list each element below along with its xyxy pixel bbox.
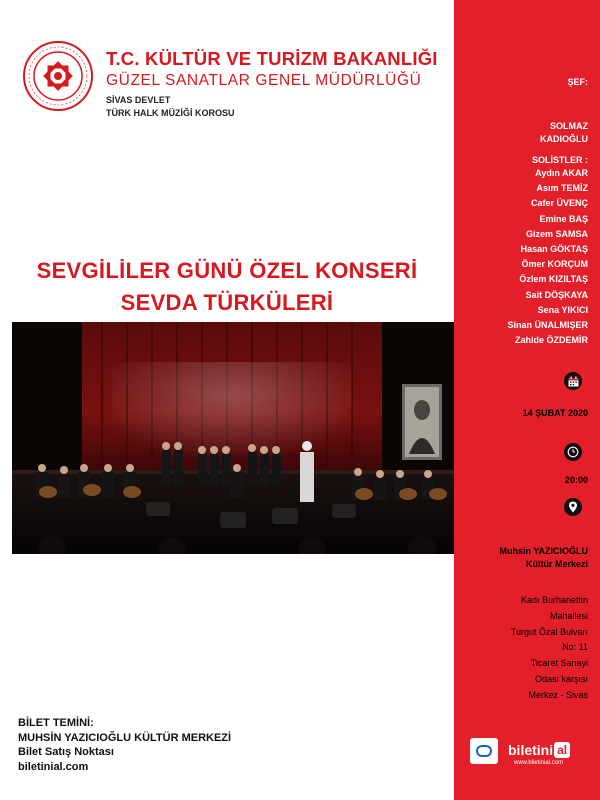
concert-subtitle: SEVDA TÜRKÜLERİ bbox=[120, 290, 334, 315]
sponsor-url[interactable]: www.biletinial.com bbox=[514, 760, 564, 766]
partner-logo bbox=[470, 738, 498, 764]
soloist-name: Sait DÖŞKAYA bbox=[525, 289, 588, 300]
soloists-list bbox=[507, 167, 588, 349]
event-time: 20:00 bbox=[564, 475, 588, 485]
soloists-label: SOLİSTLER : bbox=[532, 155, 588, 165]
sponsor-brand-tail: al bbox=[554, 742, 570, 758]
soloist-name: Sinan ÜNALMIŞER bbox=[507, 319, 588, 330]
ministry-logo bbox=[22, 40, 94, 112]
concert-title: SEVGİLİLER GÜNÜ ÖZEL KONSERİ bbox=[36, 258, 418, 283]
sponsor-brand-main: biletini bbox=[508, 742, 554, 758]
address-line: No: 11 bbox=[562, 642, 588, 653]
calendar-icon bbox=[564, 372, 582, 390]
partner-logo-mark bbox=[476, 745, 492, 757]
choir-line-1: SİVAS DEVLET bbox=[106, 95, 171, 105]
address-line: Merkez - Sivas bbox=[528, 689, 588, 700]
soloist-name: Ömer KORÇUM bbox=[521, 259, 588, 270]
venue-name: Muhsin YAZICIOĞLU Kültür Merkezi bbox=[499, 546, 588, 569]
ticket-label: BİLET TEMİNİ: bbox=[18, 717, 94, 729]
soloist-name: Cafer ÜVENÇ bbox=[530, 198, 588, 209]
soloist-name: Asım TEMİZ bbox=[536, 183, 588, 194]
address-line: Mahallesi bbox=[549, 610, 588, 621]
ticket-info bbox=[18, 716, 231, 774]
soloist-name: Hasan GÖKTAŞ bbox=[520, 243, 588, 254]
soloist-name: Sena YIKICI bbox=[537, 304, 588, 315]
address-line: Turgut Özal Bulvarı bbox=[510, 626, 588, 637]
ticket-point: Bilet Satış Noktası bbox=[18, 746, 114, 758]
directorate-name: GÜZEL SANATLAR GENEL MÜDÜRLÜĞÜ bbox=[106, 72, 422, 89]
ministry-name: T.C. KÜLTÜR VE TURİZM BAKANLIĞI bbox=[106, 48, 438, 69]
clock-icon bbox=[564, 443, 582, 461]
soloist-name: Özlem KIZILTAŞ bbox=[519, 274, 588, 285]
concert-photo bbox=[12, 322, 454, 554]
soloist-name: Zahide ÖZDEMİR bbox=[514, 335, 588, 346]
venue-address bbox=[511, 593, 588, 704]
conductor-name: SOLMAZ KADIOĞLU bbox=[540, 121, 588, 144]
choir-name bbox=[106, 94, 235, 120]
address-line: Ticaret Sanayi bbox=[530, 658, 588, 669]
soloist-name: Gizem SAMSA bbox=[525, 228, 588, 239]
choir-line-2: TÜRK HALK MÜZİĞİ KOROSU bbox=[106, 108, 235, 118]
ticket-site[interactable]: biletinial.com bbox=[18, 760, 89, 773]
soloist-name: Aydın AKAR bbox=[535, 168, 588, 178]
conductor-label: ŞEF: bbox=[567, 77, 588, 87]
soloist-name: Emine BAŞ bbox=[539, 213, 588, 224]
address-line: Odası karşısı bbox=[534, 673, 588, 684]
location-pin-icon bbox=[564, 498, 582, 516]
address-line: Kadı Burhanettin bbox=[520, 595, 588, 605]
ticket-venue: MUHSİN YAZICIOĞLU KÜLTÜR MERKEZİ bbox=[18, 731, 232, 744]
event-date: 14 ŞUBAT 2020 bbox=[522, 408, 588, 418]
